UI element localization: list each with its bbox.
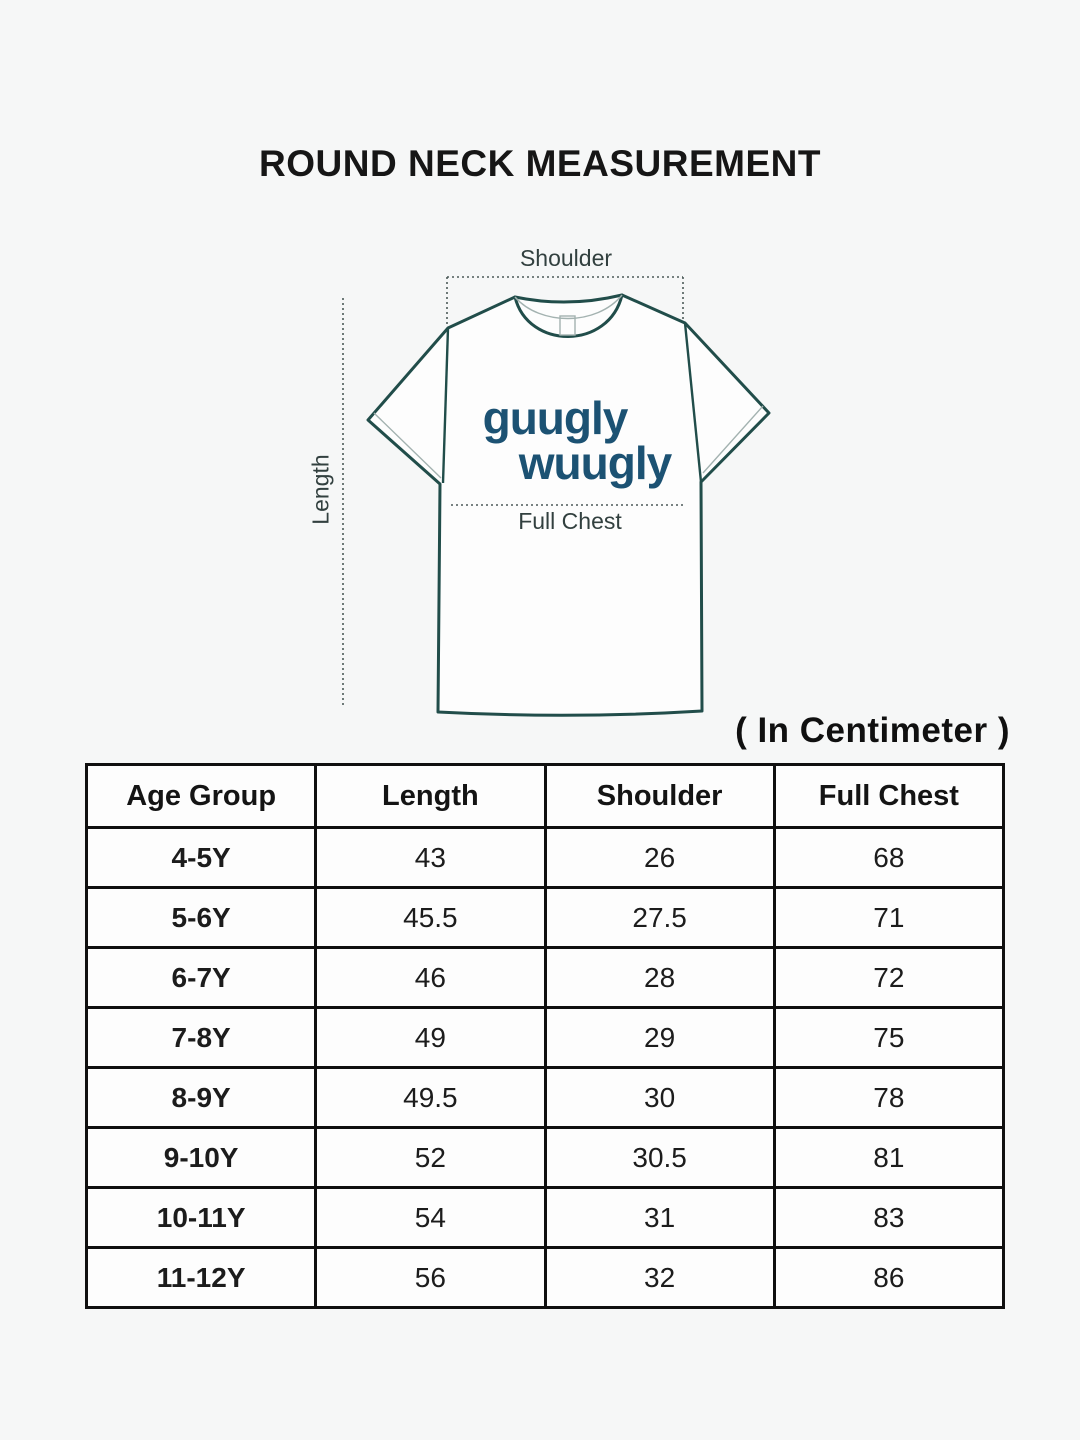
cell-full-chest: 78	[774, 1068, 1003, 1128]
shoulder-measure-label: Shoulder	[519, 245, 613, 271]
cell-age-group: 6-7Y	[87, 948, 316, 1008]
cell-length: 49.5	[316, 1068, 545, 1128]
cell-length: 46	[316, 948, 545, 1008]
cell-age-group: 9-10Y	[87, 1128, 316, 1188]
full-chest-measure-label: Full Chest	[518, 508, 622, 534]
brand-logo-line2: wuugly	[518, 437, 672, 489]
cell-full-chest: 75	[774, 1008, 1003, 1068]
column-header-shoulder: Shoulder	[545, 765, 774, 828]
cell-length: 52	[316, 1128, 545, 1188]
cell-age-group: 5-6Y	[87, 888, 316, 948]
cell-age-group: 7-8Y	[87, 1008, 316, 1068]
cell-age-group: 10-11Y	[87, 1188, 316, 1248]
cell-shoulder: 31	[545, 1188, 774, 1248]
cell-length: 45.5	[316, 888, 545, 948]
cell-shoulder: 27.5	[545, 888, 774, 948]
table-row	[87, 828, 1004, 888]
page-title: ROUND NECK MEASUREMENT	[259, 143, 821, 184]
table-header-row	[87, 765, 1004, 828]
size-table	[85, 763, 1005, 1309]
table-row	[87, 888, 1004, 948]
length-measure-label: Length	[307, 454, 334, 525]
units-note: ( In Centimeter )	[735, 711, 1010, 750]
table-row	[87, 1248, 1004, 1308]
cell-shoulder: 30	[545, 1068, 774, 1128]
cell-full-chest: 86	[774, 1248, 1003, 1308]
tshirt-outline	[368, 295, 769, 715]
table-row	[87, 1188, 1004, 1248]
table-row	[87, 948, 1004, 1008]
table-row	[87, 1008, 1004, 1068]
cell-shoulder: 32	[545, 1248, 774, 1308]
cell-shoulder: 29	[545, 1008, 774, 1068]
table-row	[87, 1068, 1004, 1128]
cell-length: 54	[316, 1188, 545, 1248]
cell-age-group: 8-9Y	[87, 1068, 316, 1128]
cell-length: 49	[316, 1008, 545, 1068]
cell-age-group: 11-12Y	[87, 1248, 316, 1308]
column-header-full-chest: Full Chest	[774, 765, 1003, 828]
cell-full-chest: 68	[774, 828, 1003, 888]
table-row	[87, 1128, 1004, 1188]
cell-shoulder: 30.5	[545, 1128, 774, 1188]
column-header-age-group: Age Group	[87, 765, 316, 828]
cell-full-chest: 72	[774, 948, 1003, 1008]
cell-age-group: 4-5Y	[87, 828, 316, 888]
cell-length: 56	[316, 1248, 545, 1308]
cell-full-chest: 81	[774, 1128, 1003, 1188]
cell-shoulder: 26	[545, 828, 774, 888]
brand-logo-line1: guugly	[482, 392, 628, 444]
column-header-length: Length	[316, 765, 545, 828]
cell-shoulder: 28	[545, 948, 774, 1008]
cell-length: 43	[316, 828, 545, 888]
cell-full-chest: 71	[774, 888, 1003, 948]
cell-full-chest: 83	[774, 1188, 1003, 1248]
